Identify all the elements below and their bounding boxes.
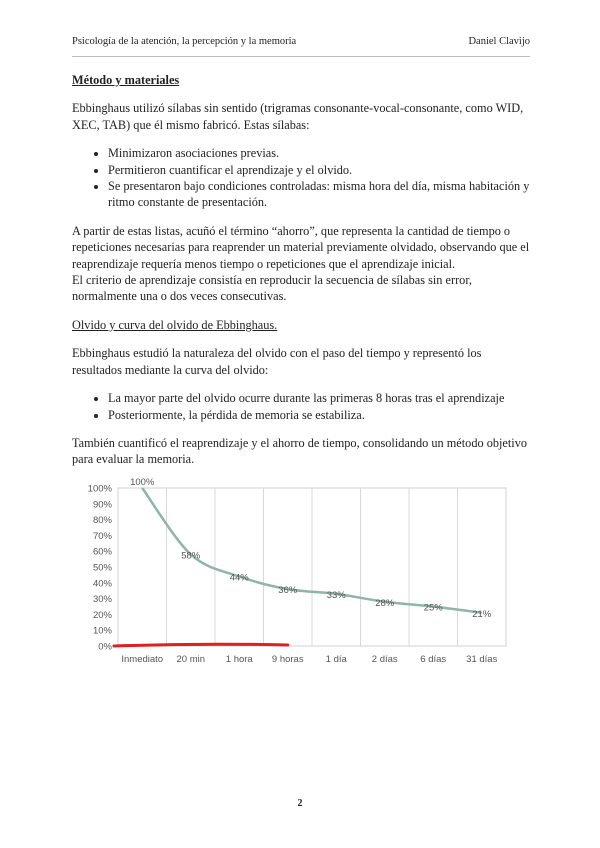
data-label: 25% <box>423 602 443 614</box>
y-tick-label: 40% <box>92 578 112 590</box>
x-tick-label: 9 horas <box>271 654 304 665</box>
list-item: • Posteriormente, la pérdida de memoria se estabiliza. <box>108 407 530 423</box>
data-label: 33% <box>326 589 346 601</box>
y-tick-label: 60% <box>92 546 112 558</box>
highlight-underline <box>114 644 288 646</box>
x-tick-label: 2 días <box>371 654 398 665</box>
x-tick-label: 31 días <box>466 654 498 665</box>
saving-paragraph <box>72 223 530 305</box>
y-tick-label: 80% <box>92 515 112 527</box>
criterion-text: El criterio de aprendizaje consistía en reproducir la secuencia de sílabas sin error, normalmente una o dos veces consecutivas. <box>72 273 473 304</box>
y-tick-label: 50% <box>92 562 112 574</box>
x-tick-label: 1 día <box>325 654 347 665</box>
x-tick-label: 1 hora <box>225 654 253 665</box>
y-tick-label: 70% <box>92 530 112 542</box>
page-header <box>72 36 530 52</box>
closing-paragraph: También cuantificó el reaprendizaje y el ahorro de tiempo, consolidando un método objetivo para evaluar la memoria. <box>72 435 527 467</box>
header-divider <box>72 56 530 57</box>
method-bullet-list <box>72 145 530 211</box>
data-label: 100% <box>130 477 155 488</box>
list-item: • Permitieron cuantificar el aprendizaje y el olvido. <box>108 162 530 178</box>
x-tick-label: 20 min <box>176 654 206 665</box>
list-item: • La mayor parte del olvido ocurre durante las primeras 8 horas tras el aprendizaje <box>108 390 530 406</box>
forgetting-curve-chart <box>86 474 516 674</box>
saving-text: A partir de estas listas, acuñó el término “ahorro”, que representa la cantidad de tiempo o repeticiones necesarias para reaprender un material previamente olvidado, observando que el reaprendizaje requería menos tiempo o repeticiones que el aprendizaje inicial. <box>72 223 530 271</box>
y-tick-label: 0% <box>98 641 112 653</box>
data-label: 44% <box>229 572 249 584</box>
data-label: 28% <box>375 597 395 609</box>
data-label: 21% <box>472 608 492 620</box>
page-number: 2 <box>297 798 303 809</box>
section-title-method: Método y materiales <box>72 73 180 87</box>
x-tick-label: Inmediato <box>121 654 164 665</box>
y-tick-label: 90% <box>92 499 112 511</box>
method-intro: Ebbinghaus utilizó sílabas sin sentido (trigramas consonante-vocal-consonante, como WID, XEC, TAB) que él mismo fabricó. Estas sílabas: <box>72 101 524 132</box>
data-label: 36% <box>278 585 298 597</box>
header-author: Daniel Clavijo <box>468 36 530 47</box>
list-item: • Minimizaron asociaciones previas. <box>108 145 530 161</box>
list-item: • Se presentaron bajo condiciones controladas: misma hora del día, misma habitación y ritmo constante de presentación. <box>108 178 530 211</box>
header-course-title: Psicología de la atención, la percepción y la memoria <box>72 36 297 47</box>
forgetting-intro: Ebbinghaus estudió la naturaleza del olvido con el paso del tiempo y representó los resultados mediante la curva del olvido: <box>72 346 482 377</box>
document-body <box>72 72 530 480</box>
x-tick-label: 6 días <box>420 654 447 665</box>
y-tick-label: 30% <box>92 594 112 606</box>
y-tick-label: 100% <box>87 483 112 495</box>
data-label: 58% <box>181 550 201 562</box>
forgetting-bullet-list <box>72 390 530 423</box>
y-tick-label: 10% <box>92 625 112 637</box>
y-tick-label: 20% <box>92 609 112 621</box>
section-title-forgetting: Olvido y curva del olvido de Ebbinghaus. <box>72 317 278 332</box>
